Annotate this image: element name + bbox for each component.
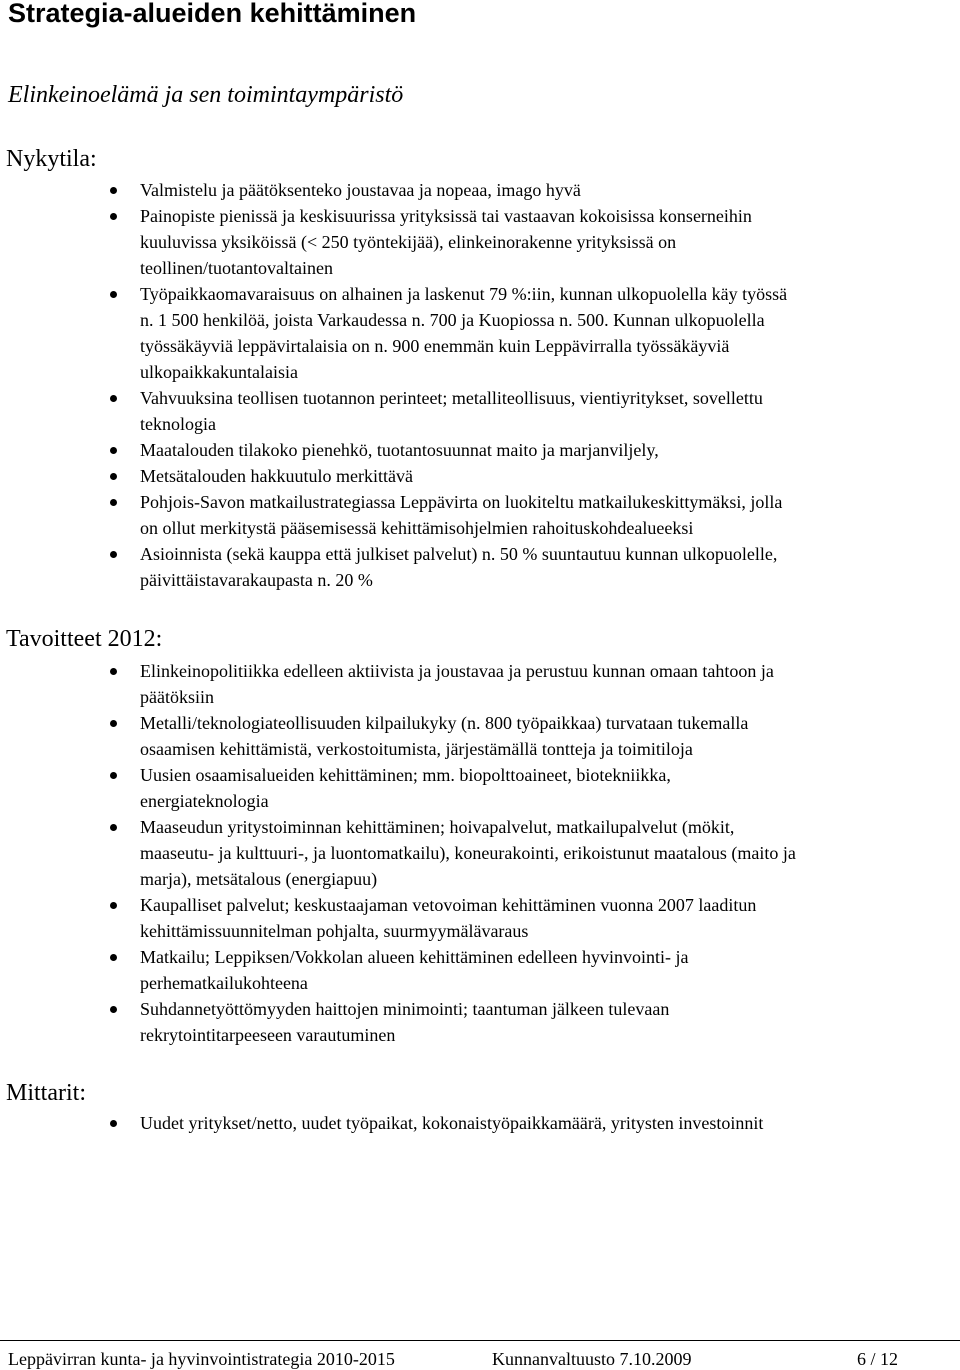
list-item: Valmistelu ja päätöksenteko joustavaa ja nopeaa, imago hyvä <box>140 177 955 203</box>
list-item: Kaupalliset palvelut; keskustaajaman vetovoiman kehittäminen vuonna 2007 laaditun kehittämissuunnitelman pohjalta, suurmyymälävaraus <box>140 892 955 944</box>
section-title: Elinkeinoelämä ja sen toimintaympäristö <box>8 82 404 108</box>
list-item: Uusien osaamisalueiden kehittäminen; mm. biopolttoaineet, biotekniikka, energiateknologia <box>140 762 955 814</box>
footer-meeting-date: Kunnanvaltuusto 7.10.2009 <box>492 1349 692 1369</box>
list-item: Painopiste pienissä ja keskisuurissa yrityksissä tai vastaavan kokoisissa konserneihin kuuluvissa yksiköissä (< 250 työntekijää), elinkeinorakenne yrityksissä on teollinen/tuotantovaltainen <box>140 203 955 281</box>
mittarit-list <box>140 1110 955 1136</box>
list-item: Vahvuuksina teollisen tuotannon perinteet; metalliteollisuus, vientiyritykset, sovellettu teknologia <box>140 385 955 437</box>
list-item: Asioinnista (sekä kauppa että julkiset palvelut) n. 50 % suuntautuu kunnan ulkopuolelle, päivittäistavarakaupasta n. 20 % <box>140 541 955 593</box>
list-item: Pohjois-Savon matkailustrategiassa Leppävirta on luokiteltu matkailukeskittymäksi, jolla on ollut merkitystä pääsemisessä kehittämisohjelmien rahoituskohdealueeksi <box>140 489 955 541</box>
nykytila-list <box>140 177 955 593</box>
tavoitteet-heading: Tavoitteet 2012: <box>6 626 163 652</box>
list-item: Metsätalouden hakkuutulo merkittävä <box>140 463 955 489</box>
list-item: Metalli/teknologiateollisuuden kilpailukyky (n. 800 työpaikkaa) turvataan tukemalla osaamisen kehittämistä, verkostoitumista, järjestämällä tontteja ja toimitiloja <box>140 710 955 762</box>
list-item: Maatalouden tilakoko pienehkö, tuotantosuunnat maito ja marjanviljely, <box>140 437 955 463</box>
list-item: Uudet yritykset/netto, uudet työpaikat, kokonaistyöpaikkamäärä, yritysten investoinnit <box>140 1110 955 1136</box>
footer-document-name: Leppävirran kunta- ja hyvinvointistrategia 2010-2015 <box>8 1349 395 1369</box>
mittarit-heading: Mittarit: <box>6 1080 86 1106</box>
tavoitteet-list <box>140 658 955 1048</box>
document-title: Strategia-alueiden kehittäminen <box>8 0 417 28</box>
list-item: Elinkeinopolitiikka edelleen aktiivista ja joustavaa ja perustuu kunnan omaan tahtoon ja päätöksiin <box>140 658 955 710</box>
footer-page-number: 6 / 12 <box>857 1349 899 1369</box>
footer-divider <box>0 1340 960 1341</box>
list-item: Matkailu; Leppiksen/Vokkolan alueen kehittäminen edelleen hyvinvointi- ja perhematkailukohteena <box>140 944 955 996</box>
list-item: Suhdannetyöttömyyden haittojen minimointi; taantuman jälkeen tulevaan rekrytointitarpeeseen varautuminen <box>140 996 955 1048</box>
nykytila-heading: Nykytila: <box>6 146 97 172</box>
list-item: Maaseudun yritystoiminnan kehittäminen; hoivapalvelut, matkailupalvelut (mökit, maaseutu- ja kulttuuri-, ja luontomatkailu), koneurakointi, erikoistunut maatalous (maito ja marja), metsätalous (energiapuu) <box>140 814 955 892</box>
list-item: Työpaikkaomavaraisuus on alhainen ja laskenut 79 %:iin, kunnan ulkopuolella käy työssä n. 1 500 henkilöä, joista Varkaudessa n. 700 ja Kuopiossa n. 500. Kunnan ulkopuolella työssäkäyviä leppävirtalaisia on n. 900 enemmän kuin Leppävirralla työssäkäyviä ulkopaikkakuntalaisia <box>140 281 955 385</box>
